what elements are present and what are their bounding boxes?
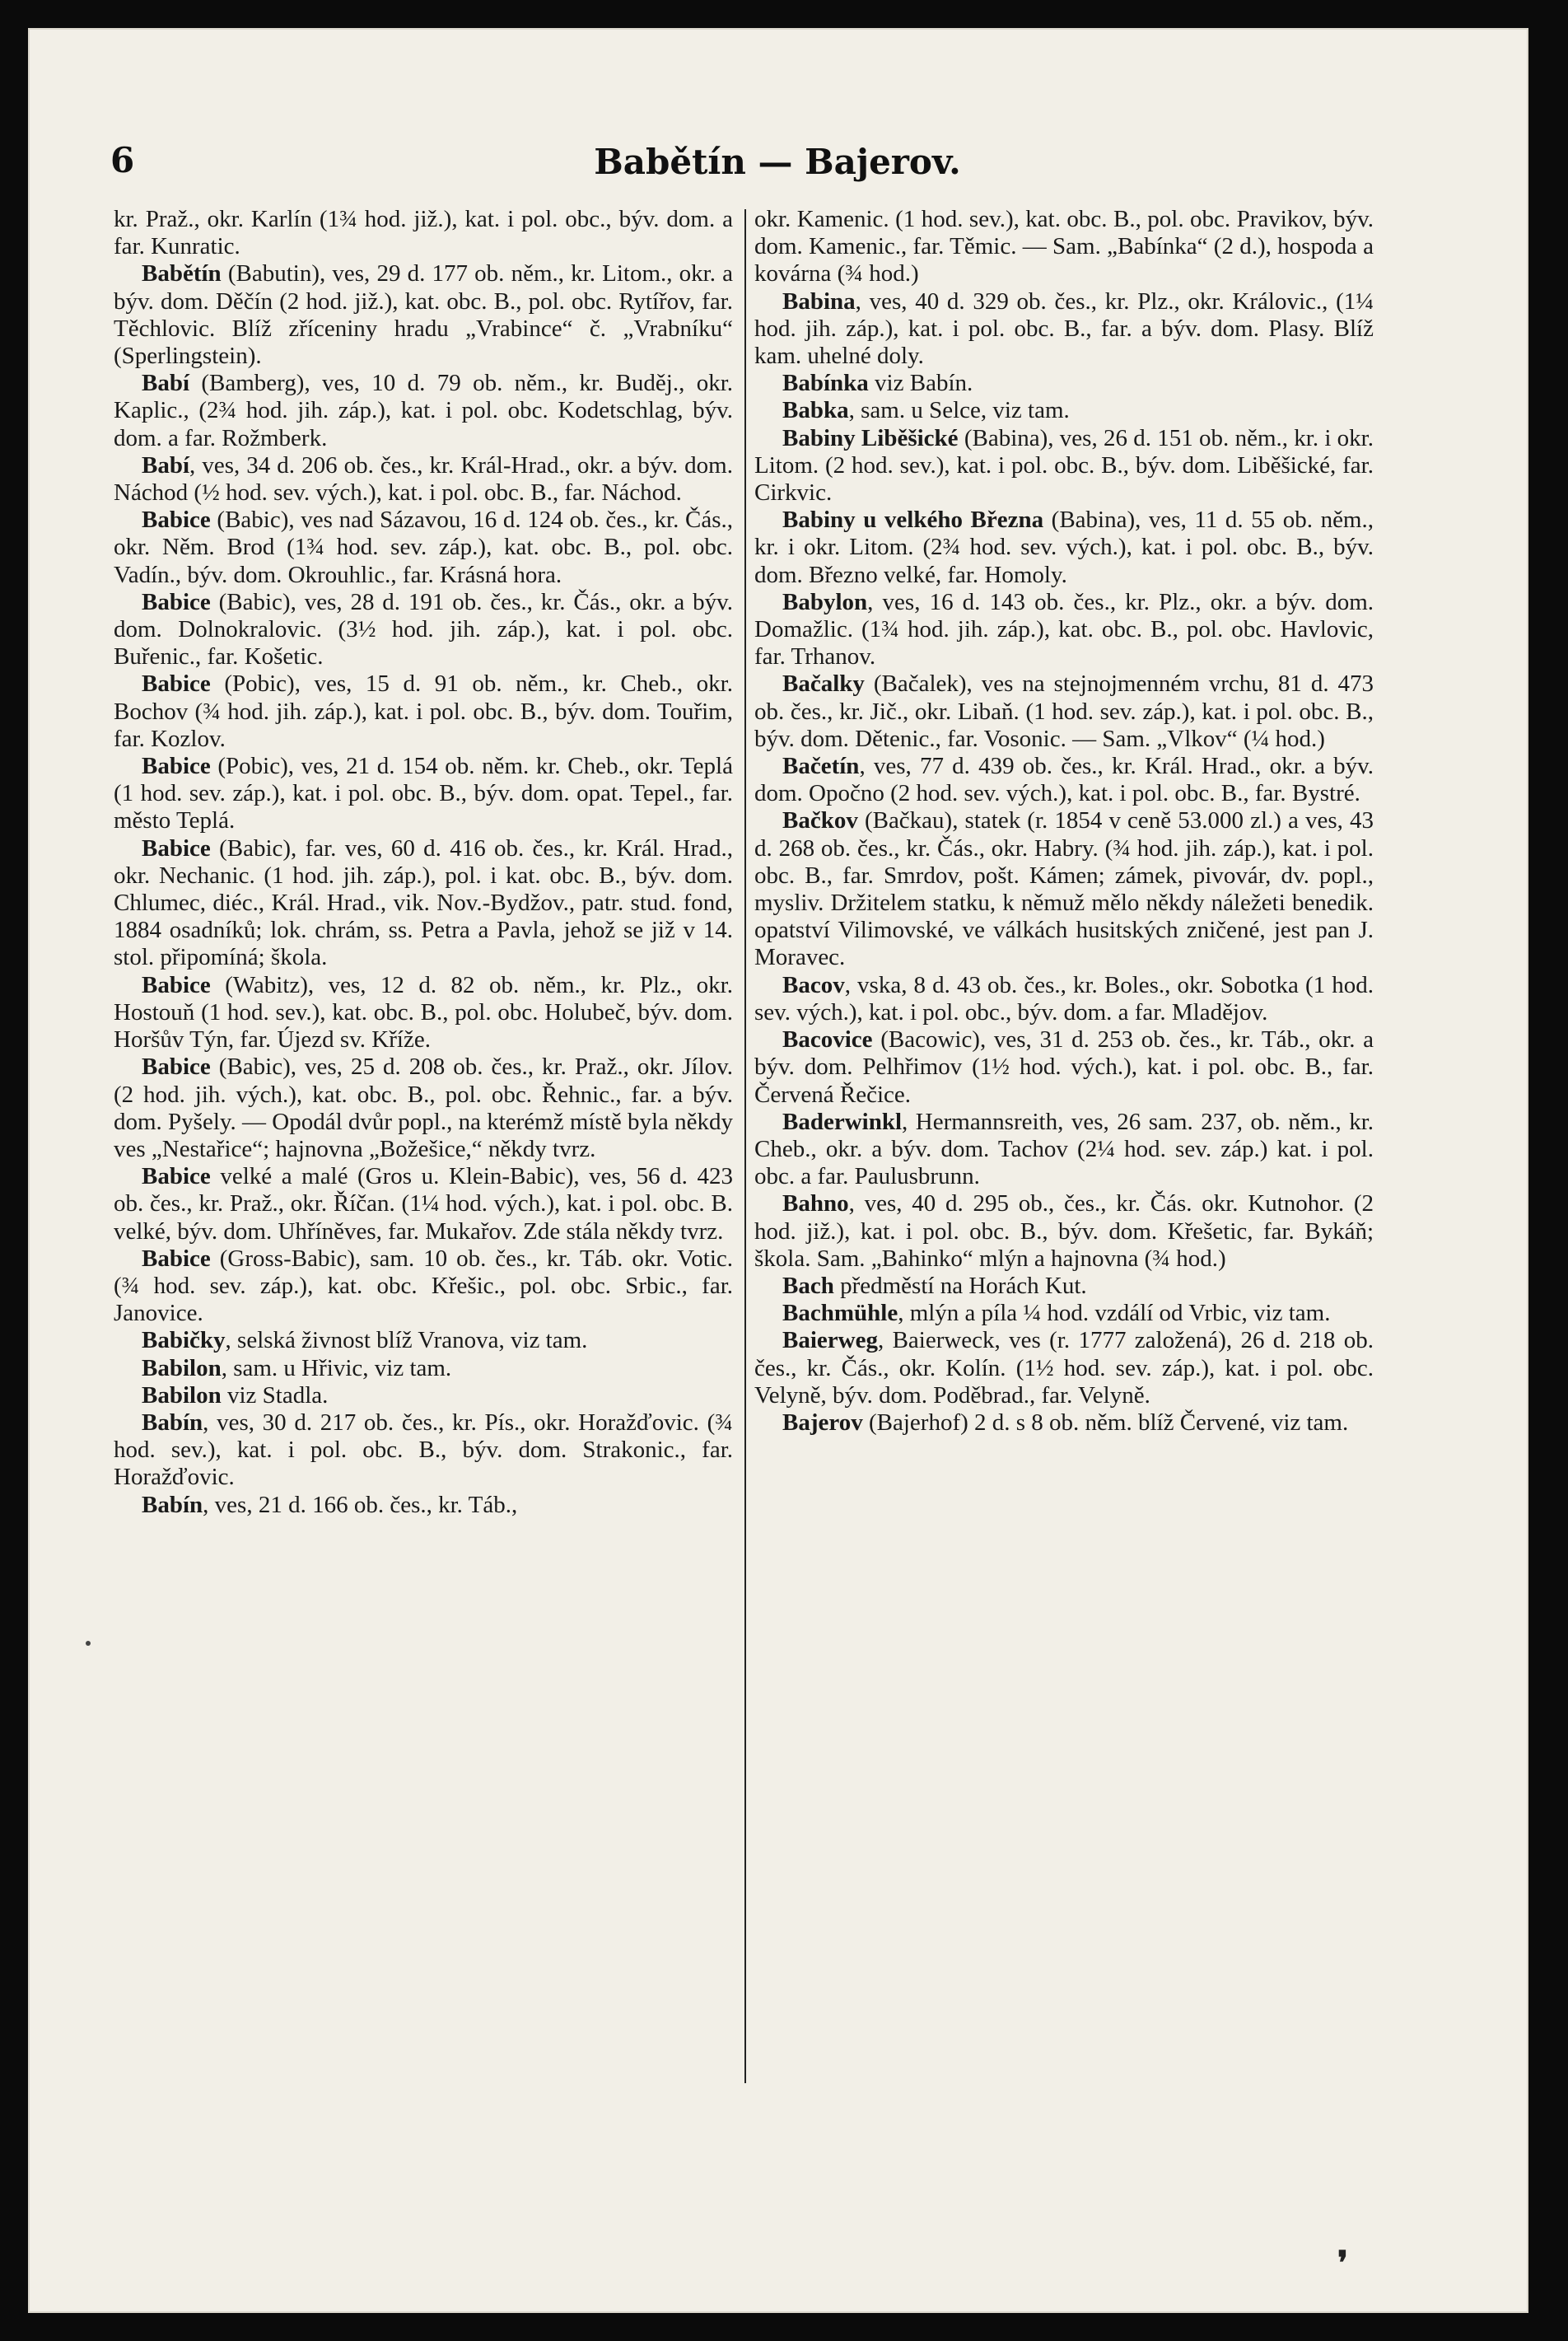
entry-headword: Bačkov xyxy=(782,807,858,834)
dictionary-entry xyxy=(114,1409,733,1492)
dictionary-entry xyxy=(754,589,1374,671)
entry-headword: Babice xyxy=(142,588,211,615)
entry-text: předměstí na Horách Kut. xyxy=(833,1272,1087,1299)
entry-headword: Babí xyxy=(142,370,190,397)
entry-headword: Babí xyxy=(142,451,190,479)
dictionary-entry xyxy=(754,370,1374,397)
entry-headword: Bačetín xyxy=(782,753,860,780)
dictionary-entry xyxy=(114,1355,733,1382)
entry-text: (Bamberg), ves, 10 d. 79 ob. něm., kr. Buděj., okr. Kaplic., (2¾ hod. jih. záp.), kat. i pol. obc. Kodetschlag, býv. dom. a far. Rožmberk. xyxy=(114,370,733,451)
entry-headword: Babice xyxy=(142,671,211,698)
dictionary-entry xyxy=(754,1409,1374,1437)
entry-text: velké a malé (Gros u. Klein-Babic), ves, 56 d. 423 ob. čes., kr. Praž., okr. Říčan. (1¼ hod. vých.), kat. i pol. obc. B. velké, býv. dom. Uhříněves, far. Mukařov. Zde stála někdy tvrz. xyxy=(114,1163,733,1245)
entry-text: (Bačalek), ves na stejnojmenném vrchu, 81 d. 473 ob. čes., kr. Jič., okr. Libaň. (1 hod. sev. záp.), kat. i pol. obc. B., býv. dom. Dětenic., far. Vosonic. — Sam. „Vlkov“ (¼ hod.) xyxy=(754,671,1374,752)
entry-text: , ves, 40 d. 329 ob. čes., kr. Plz., okr. Královic., (1¼ hod. jih. záp.), kat. i pol. obc. B., far. a býv. dom. Plasy. Blíž kam. uhelné doly. xyxy=(754,287,1374,370)
dictionary-entry xyxy=(114,1245,733,1328)
left-column xyxy=(114,206,733,1519)
entry-text: (Bajerhof) 2 d. s 8 ob. něm. blíž Červené, viz tam. xyxy=(862,1409,1349,1436)
running-head: Babětín — Bajerov. xyxy=(594,142,961,182)
entry-headword: Babětín xyxy=(142,260,222,287)
entry-headword: Bačalky xyxy=(782,671,865,698)
dictionary-entry xyxy=(754,1109,1374,1191)
entry-text: (Babina), ves, 26 d. 151 ob. něm., kr. i okr. Litom. (2 hod. sev.), kat. i pol. obc. B., býv. dom. Liběšické, far. Cirkvic. xyxy=(754,424,1374,507)
right-column xyxy=(754,206,1374,1437)
entry-headword: Babina xyxy=(782,287,856,315)
entry-text: , ves, 30 d. 217 ob. čes., kr. Pís., okr. Horažďovic. (¾ hod. sev.), kat. i pol. obc. B., býv. dom. Strakonic., far. Horažďovic. xyxy=(114,1409,733,1491)
dictionary-entry xyxy=(754,807,1374,971)
entry-headword: Babínka xyxy=(782,370,869,397)
dictionary-entry xyxy=(754,397,1374,424)
entry-headword: Babka xyxy=(782,397,849,424)
entry-text: (Babina), ves, 11 d. 55 ob. něm., kr. i okr. Litom. (2¾ hod. sev. vých.), kat. i pol. obc. B., býv. dom. Březno velké, far. Homoly. xyxy=(754,507,1374,588)
entry-headword: Bahno xyxy=(782,1190,849,1217)
entry-text: (Gross-Babic), sam. 10 ob. čes., kr. Táb. okr. Votic. (¾ hod. sev. záp.), kat. obc. Křešic., pol. obc. Srbic., far. Janovice. xyxy=(114,1245,733,1327)
dictionary-entry xyxy=(114,835,733,972)
corner-mark: ❜ xyxy=(1337,2244,1348,2283)
dictionary-entry xyxy=(114,1163,733,1245)
dictionary-entry xyxy=(114,370,733,452)
entry-headword: Babice xyxy=(142,753,211,780)
entry-headword: Bach xyxy=(782,1272,834,1299)
dictionary-entry xyxy=(114,452,733,507)
entry-text: (Bacowic), ves, 31 d. 253 ob. čes., kr. Táb., okr. a býv. dom. Pelhřimov (1½ hod. vých.), kat. i pol. obc. B., far. Červená Řečice. xyxy=(754,1026,1374,1108)
dictionary-entry xyxy=(754,753,1374,807)
entry-headword: Babín xyxy=(142,1409,203,1436)
entry-headword: Babiny Liběšické xyxy=(782,424,959,451)
entry-headword: Babín xyxy=(142,1491,203,1518)
entry-text: , vska, 8 d. 43 ob. čes., kr. Boles., okr. Sobotka (1 hod. sev. vých.), kat. i pol. obc., býv. dom. a far. Mladějov. xyxy=(754,971,1374,1026)
entry-text: okr. Kamenic. (1 hod. sev.), kat. obc. B., pol. obc. Pravikov, býv. dom. Kamenic., far. Těmic. — Sam. „Babínka“ (2 d.), hospoda a kovárna (¾ hod.) xyxy=(754,206,1374,287)
dictionary-entry xyxy=(754,206,1374,288)
entry-text: (Babic), far. ves, 60 d. 416 ob. čes., kr. Král. Hrad., okr. Nechanic. (1 hod. jih. záp.), pol. i kat. obc. B., býv. dom. Chlumec, diéc., Král. Hrad., vik. Nov.-Bydžov., patr. stud. fond, 1884 osadníků; lok. chrám, ss. Petra a Pavla, jehož se již v 14. stol. připomíná; škola. xyxy=(114,834,733,971)
entry-headword: Babiny u velkého Března xyxy=(782,507,1044,534)
entry-headword: Babice xyxy=(142,507,211,534)
dictionary-entry xyxy=(114,671,733,753)
page-number: 6 xyxy=(110,140,135,180)
entry-headword: Babice xyxy=(142,971,211,998)
page-header xyxy=(110,119,1444,185)
entry-text: , mlýn a píla ¼ hod. vzdálí od Vrbic, viz tam. xyxy=(898,1300,1331,1327)
entry-text: viz Stadla. xyxy=(221,1381,329,1409)
entry-headword: Babičky xyxy=(142,1327,226,1354)
entry-headword: Babylon xyxy=(782,588,868,615)
dictionary-entry xyxy=(114,507,733,589)
entry-text: , Baierweck, ves (r. 1777 založená), 26 d. 218 ob. čes., kr. Čás., okr. Kolín. (1½ hod. sev. záp.), kat. i pol. obc. Velyně, býv. dom. Poděbrad., far. Velyně. xyxy=(754,1327,1374,1409)
dictionary-entry xyxy=(754,1327,1374,1409)
entry-headword: Babilon xyxy=(142,1354,222,1381)
entry-text: , ves, 34 d. 206 ob. čes., kr. Král-Hrad., okr. a býv. dom. Náchod (½ hod. sev. vých.), kat. i pol. obc. B., far. Náchod. xyxy=(114,451,733,507)
dictionary-entry xyxy=(754,1026,1374,1109)
entry-text: (Babutin), ves, 29 d. 177 ob. něm., kr. Litom., okr. a býv. dom. Děčín (2 hod. již.), kat. obc. B., pol. obc. Rytířov, far. Těchlovic. Blíž zříceniny hradu „Vrabince“ č. „Vrabníku“ (Sperlingstein). xyxy=(114,260,733,370)
dictionary-entry xyxy=(754,507,1374,589)
dictionary-entry xyxy=(114,589,733,671)
dictionary-entry xyxy=(754,671,1374,753)
entry-headword: Bacov xyxy=(782,971,845,998)
dictionary-entry xyxy=(754,1190,1374,1273)
entry-text: (Babic), ves, 25 d. 208 ob. čes., kr. Praž., okr. Jílov. (2 hod. jih. vých.), kat. obc. B., pol. obc. Řehnic., far. a býv. dom. Pyšely. — Opodál dvůr popl., na kterémž místě byla někdy ves „Nestařice“; hajnovna „Božešice,“ někdy tvrz. xyxy=(114,1054,733,1162)
dictionary-entry xyxy=(114,972,733,1054)
dictionary-entry xyxy=(114,260,733,370)
entry-text: (Bačkau), statek (r. 1854 v ceně 53.000 zl.) a ves, 43 d. 268 ob. čes., kr. Čás., okr. Habry. (¾ hod. jih. záp.), kat. i pol. obc. B., far. Smrdov, pošt. Kámen; zámek, pivovár, dv. popl., mysliv. Držitelem statku, k němuž mělo někdy náležeti benedik. opatství Vilimovské, ve válkách husitských zničené, jest pan J. Moravec. xyxy=(754,807,1374,971)
dictionary-entry xyxy=(114,753,733,835)
entry-text: , selská živnost blíž Vranova, viz tam. xyxy=(225,1327,588,1354)
entry-text: kr. Praž., okr. Karlín (1¾ hod. již.), kat. i pol. obc., býv. dom. a far. Kunratic. xyxy=(114,206,733,260)
entry-headword: Bachmühle xyxy=(782,1300,898,1327)
entry-text: , sam. u Hřivic, viz tam. xyxy=(221,1354,452,1381)
entry-headword: Babilon xyxy=(142,1381,222,1409)
entry-headword: Babice xyxy=(142,1054,211,1081)
entry-text: (Babic), ves, 28 d. 191 ob. čes., kr. Čás., okr. a býv. dom. Dolnokralovic. (3½ hod. jih. záp.), kat. i pol. obc. Buřenic., far. Košetic. xyxy=(114,588,733,671)
book-page xyxy=(28,28,1528,2313)
dictionary-entry xyxy=(754,425,1374,507)
entry-headword: Baierweg xyxy=(782,1327,878,1354)
entry-headword: Baderwinkl xyxy=(782,1108,903,1135)
dictionary-entry xyxy=(754,1273,1374,1300)
entry-text: , ves, 21 d. 166 ob. čes., kr. Táb., xyxy=(203,1491,518,1518)
dictionary-entry xyxy=(754,1300,1374,1327)
entry-text: , sam. u Selce, viz tam. xyxy=(848,397,1070,424)
entry-text: (Wabitz), ves, 12 d. 82 ob. něm., kr. Plz., okr. Hostouň (1 hod. sev.), kat. obc. B., pol. obc. Holubeč, býv. dom. Horšův Týn, far. Újezd sv. Kříže. xyxy=(114,971,733,1054)
dictionary-entry xyxy=(754,972,1374,1026)
dictionary-entry xyxy=(114,1492,733,1519)
print-speck xyxy=(86,1641,91,1646)
dictionary-entry xyxy=(114,206,733,260)
column-divider xyxy=(744,209,746,2083)
entry-headword: Babice xyxy=(142,834,211,862)
entry-text: viz Babín. xyxy=(868,370,973,397)
entry-text: , ves, 77 d. 439 ob. čes., kr. Král. Hrad., okr. a býv. dom. Opočno (2 hod. sev. vých.), kat. i pol. obc. B., far. Bystré. xyxy=(754,753,1374,807)
dictionary-entry xyxy=(754,288,1374,371)
entry-text: , ves, 40 d. 295 ob., čes., kr. Čás. okr. Kutnohor. (2 hod. již.), kat. i pol. obc. B., býv. dom. Křešetic, far. Bykáň; škola. Sam. „Bahinko“ mlýn a hajnovna (¾ hod.) xyxy=(754,1190,1374,1272)
entry-headword: Babice xyxy=(142,1245,211,1272)
entry-text: , ves, 16 d. 143 ob. čes., kr. Plz., okr. a býv. dom. Domažlic. (1¾ hod. jih. záp.), kat. obc. B., pol. obc. Havlovic, far. Trhanov. xyxy=(754,588,1374,671)
entry-text: (Pobic), ves, 15 d. 91 ob. něm., kr. Cheb., okr. Bochov (¾ hod. jih. záp.), kat. i pol. obc. B., býv. dom. Touřim, far. Kozlov. xyxy=(114,671,733,752)
dictionary-entry xyxy=(114,1054,733,1163)
entry-text: , Hermannsreith, ves, 26 sam. 237, ob. něm., kr. Cheb., okr. a býv. dom. Tachov (2¼ hod. sev. záp.) kat. i pol. obc. a far. Paulusbrunn. xyxy=(754,1108,1374,1190)
entry-headword: Bajerov xyxy=(782,1409,863,1436)
entry-text: (Babic), ves nad Sázavou, 16 d. 124 ob. čes., kr. Čás., okr. Něm. Brod (1¾ hod. sev. záp.), kat. obc. B., pol. obc. Vadín., býv. dom. Okrouhlic., far. Krásná hora. xyxy=(114,507,733,588)
entry-text: (Pobic), ves, 21 d. 154 ob. něm. kr. Cheb., okr. Teplá (1 hod. sev. záp.), kat. i pol. obc. B., býv. dom. opat. Tepel., far. město Teplá. xyxy=(114,753,733,834)
dictionary-entry xyxy=(114,1382,733,1409)
entry-headword: Babice xyxy=(142,1163,211,1190)
dictionary-entry xyxy=(114,1327,733,1354)
entry-headword: Bacovice xyxy=(782,1026,873,1054)
